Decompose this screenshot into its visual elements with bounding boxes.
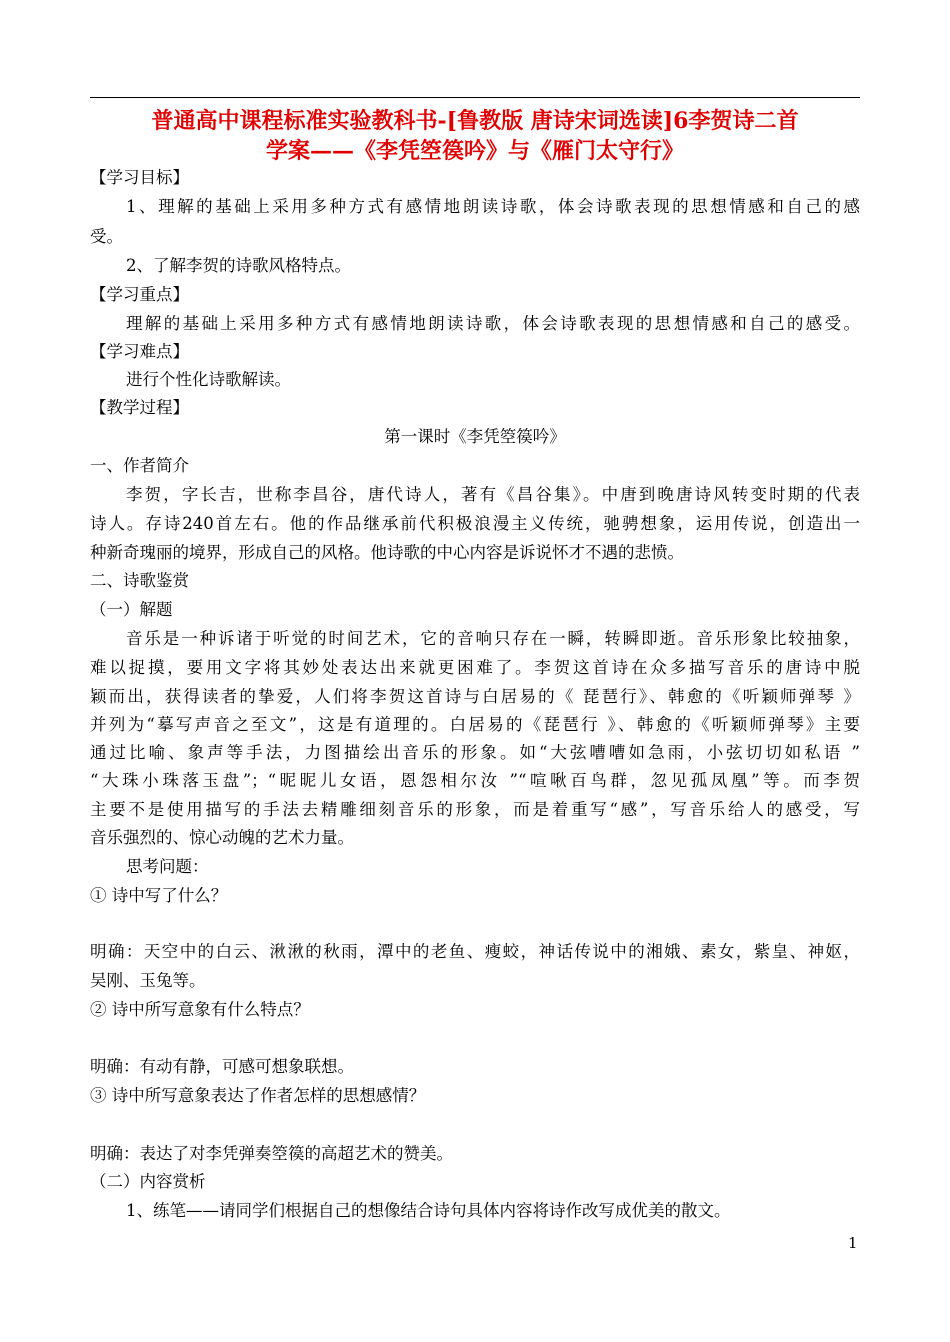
answer-2: 明确：有动有静，可感可想象联想。 [90,1057,354,1076]
lesson-title: 第一课时《李凭箜篌吟》 [384,427,566,446]
appreciation-heading: 二、诗歌鉴赏 [90,571,189,590]
think-heading: 思考问题： [126,857,209,876]
intro-paragraph-line7: 主要不是使用描写的手法去精雕细刻音乐的形象，而是着重写“感”，写音乐给人的感受，写 [90,800,860,819]
question-1: ① 诗中写了什么？ [90,886,228,905]
author-paragraph-line3: 种新奇瑰丽的境界，形成自己的风格。他诗歌的中心内容是诉说怀才不遇的悲愤。 [90,543,684,562]
header-rule [90,97,860,98]
difficulty-text: 进行个性化诗歌解读。 [126,370,291,389]
process-heading: 【教学过程】 [90,398,189,417]
difficulty-heading: 【学习难点】 [90,342,189,361]
question-2: ② 诗中所写意象有什么特点？ [90,1000,310,1019]
intro-paragraph-line4: 并列为“摹写声音之至文”，这是有道理的。白居易的《琵琶行 》、韩愈的《听颖师弹琴》主要 [90,715,860,734]
document-title-line1: 普通高中课程标准实验教科书-[鲁教版 唐诗宋词选读]6李贺诗二首 [151,108,799,134]
question-3: ③ 诗中所写意象表达了作者怎样的思想感情？ [90,1086,426,1105]
answer-3: 明确：表达了对李凭弹奏箜篌的高超艺术的赞美。 [90,1144,453,1163]
answer-1-line1: 明确：天空中的白云、湫湫的秋雨，潭中的老鱼、瘦蛟，神话传说中的湘娥、素女，紫皇、神妪， [90,942,860,961]
goal-2: 2、了解李贺的诗歌风格特点。 [126,256,351,275]
focus-text: 理解的基础上采用多种方式有感情地朗读诗歌，体会诗歌表现的思想情感和自己的感受。 [126,314,860,333]
subsection-2-heading: （二）内容赏析 [90,1172,206,1191]
goal-1-line-b: 受。 [90,227,123,246]
intro-paragraph-line1: 音乐是一种诉诸于听觉的时间艺术，它的音响只存在一瞬，转瞬即逝。音乐形象比较抽象， [126,629,860,648]
author-heading: 一、作者简介 [90,456,189,475]
subsection-1-heading: （一）解题 [90,600,173,619]
intro-paragraph-line5: 通过比喻、象声等手法，力图描绘出音乐的形象。如“大弦嘈嘈如急雨，小弦切切如私语 ” [90,743,860,762]
intro-paragraph-line8: 音乐强烈的、惊心动魄的艺术力量。 [90,828,354,847]
exercise-1: 1、练笔——请同学们根据自己的想像结合诗句具体内容将诗作改写成优美的散文。 [126,1201,731,1220]
intro-paragraph-line2: 难以捉摸，要用文字将其妙处表达出来就更困难了。李贺这首诗在众多描写音乐的唐诗中脱 [90,658,860,677]
intro-paragraph-line6: “大珠小珠落玉盘”；“昵昵儿女语，恩怨相尔汝 ”“喧啾百鸟群，忽见孤凤凰”等。而李贺 [90,771,860,790]
intro-paragraph-line3: 颖而出，获得读者的挚爱，人们将李贺这首诗与白居易的《 琵琶行》、韩愈的《听颖师弹琴 》 [90,687,860,706]
answer-1-line2: 吴刚、玉兔等。 [90,971,206,990]
author-paragraph-line1: 李贺，字长吉，世称李昌谷，唐代诗人，著有《昌谷集》。中唐到晚唐诗风转变时期的代表 [126,485,860,504]
document-title-line2: 学案——《李凭箜篌吟》与《雁门太守行》 [265,138,684,164]
focus-heading: 【学习重点】 [90,285,189,304]
goal-1-line-a: 1、理解的基础上采用多种方式有感情地朗读诗歌，体会诗歌表现的思想情感和自己的感 [126,197,860,216]
author-paragraph-line2: 诗人。存诗240首左右。他的作品继承前代积极浪漫主义传统，驰骋想象，运用传说，创造出一 [90,514,860,533]
page-number: 1 [848,1234,858,1252]
goals-heading: 【学习目标】 [90,168,189,187]
